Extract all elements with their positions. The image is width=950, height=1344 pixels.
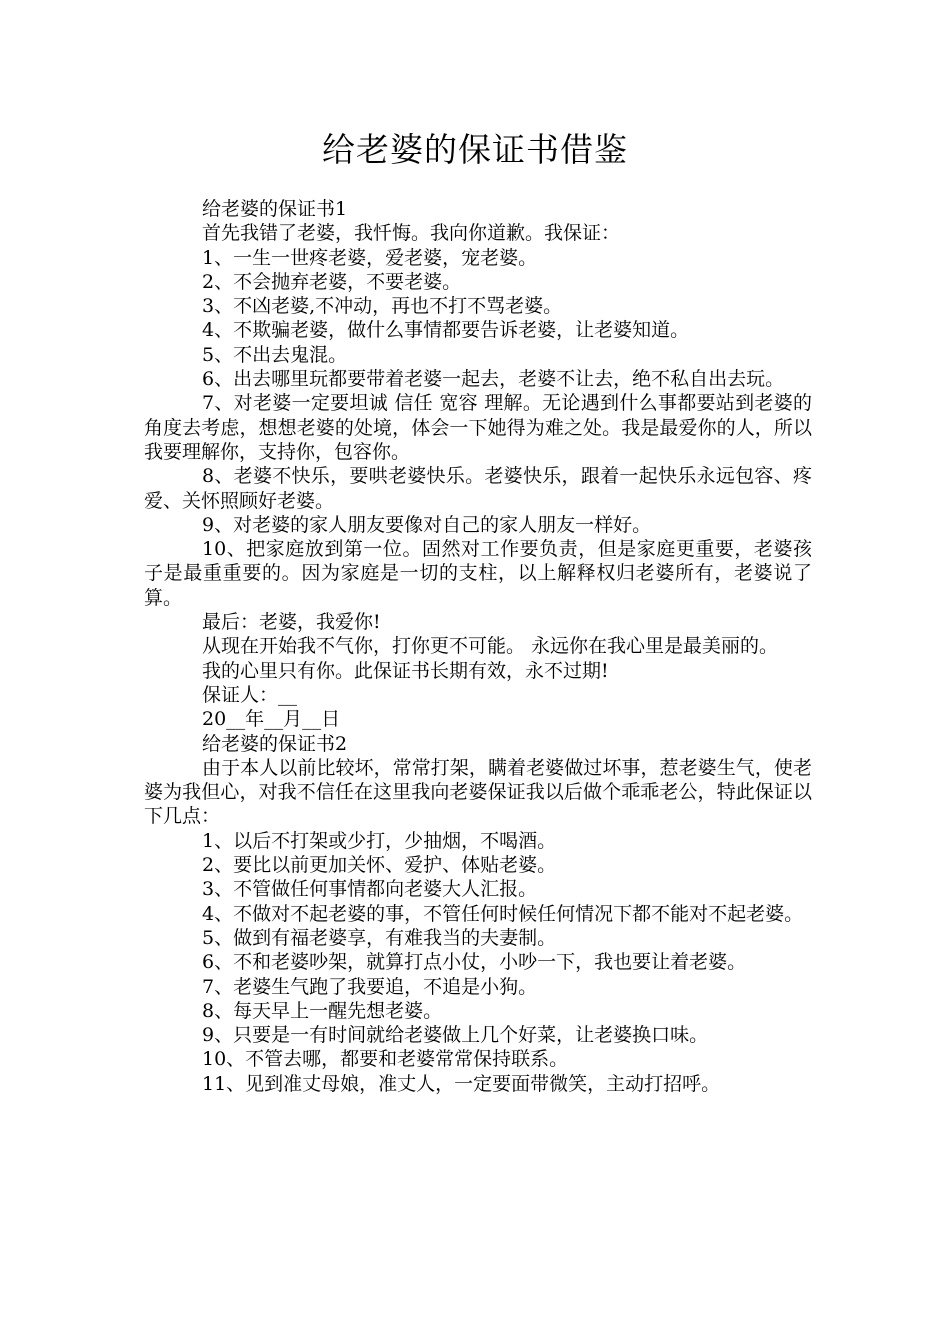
paragraph: 9、只要是一有时间就给老婆做上几个好菜，让老婆换口味。 bbox=[202, 1024, 709, 1047]
paragraph: 10、不管去哪，都要和老婆常常保持联系。 bbox=[202, 1048, 569, 1071]
paragraph: 8、每天早上一醒先想老婆。 bbox=[202, 999, 443, 1022]
paragraph: 11、见到准丈母娘，准丈人，一定要面带微笑，主动打招呼。 bbox=[202, 1072, 721, 1095]
paragraph: 给老婆的保证书2 bbox=[202, 732, 348, 755]
paragraph: 给老婆的保证书1 bbox=[202, 198, 348, 220]
paragraph: 5、不出去鬼混。 bbox=[202, 343, 348, 366]
paragraph: 保证人：__ bbox=[202, 683, 298, 706]
paragraph: 4、不做对不起老婆的事，不管任何时候任何情况下都不能对不起老婆。 bbox=[202, 902, 804, 925]
paragraph: 5、做到有福老婆享，有难我当的夫妻制。 bbox=[202, 926, 557, 949]
paragraph: 8、老婆不快乐，要哄老婆快乐。老婆快乐，跟着一起快乐永远包容、疼爱、关怀照顾好老婆。 bbox=[144, 465, 812, 512]
paragraph: 10、把家庭放到第一位。固然对工作要负责，但是家庭更重要，老婆孩子是最重重要的。因为家庭是一切的支柱，以上解释权归老婆所有，老婆说了算。 bbox=[144, 538, 812, 609]
paragraph: 6、不和老婆吵架，就算打点小仗，小吵一下，我也要让着老婆。 bbox=[202, 951, 747, 974]
paragraph: 2、要比以前更加关怀、爱护、体贴老婆。 bbox=[202, 854, 557, 877]
paragraph: 9、对老婆的家人朋友要像对自己的家人朋友一样好。 bbox=[202, 513, 652, 536]
paragraph: 最后：老婆，我爱你! bbox=[202, 611, 381, 634]
paragraph: 我的心里只有你。此保证书长期有效，永不过期! bbox=[202, 659, 609, 682]
paragraph: 2、不会抛弃老婆，不要老婆。 bbox=[202, 270, 462, 293]
paragraph: 3、不凶老婆,不冲动，再也不打不骂老婆。 bbox=[202, 295, 563, 318]
paragraph: 3、不管做任何事情都向老婆大人汇报。 bbox=[202, 878, 538, 901]
paragraph: 7、对老婆一定要坦诚 信任 宽容 理解。无论遇到什么事都要站到老婆的角度去考虑，想想老婆的处境，体会一下她得为难之处。我是最爱你的人，所以我要理解你，支持你，包容你。 bbox=[144, 392, 812, 463]
paragraph: 7、老婆生气跑了我要追，不追是小狗。 bbox=[202, 975, 538, 998]
paragraph: 从现在开始我不气你，打你更不可能。 永远你在我心里是最美丽的。 bbox=[202, 635, 779, 658]
document-body bbox=[144, 197, 812, 1096]
paragraph: 20__年__月__日 bbox=[202, 708, 341, 731]
paragraph: 由于本人以前比较坏，常常打架，瞒着老婆做过坏事，惹老婆生气，使老婆为我但心，对我不信任在这里我向老婆保证我以后做个乖乖老公，特此保证以下几点： bbox=[144, 756, 812, 828]
document-title: 给老婆的保证书借鉴 bbox=[322, 130, 628, 169]
paragraph: 6、出去哪里玩都要带着老婆一起去，老婆不让去，绝不私自出去玩。 bbox=[202, 368, 785, 391]
paragraph: 1、以后不打架或少打，少抽烟，不喝酒。 bbox=[202, 829, 557, 852]
paragraph: 首先我错了老婆，我忏悔。我向你道歉。我保证： bbox=[202, 222, 621, 245]
paragraph: 1、一生一世疼老婆，爱老婆，宠老婆。 bbox=[202, 246, 538, 269]
paragraph: 4、不欺骗老婆，做什么事情都要告诉老婆，让老婆知道。 bbox=[202, 319, 690, 342]
